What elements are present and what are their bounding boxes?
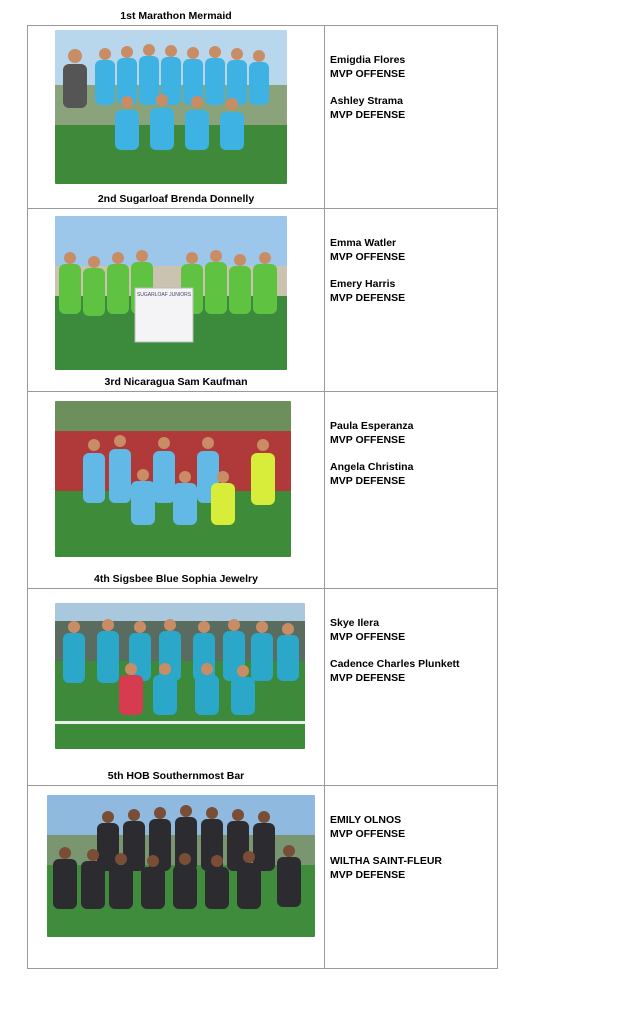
mvp-defense-name: Cadence Charles Plunkett xyxy=(330,658,460,670)
mvp-offense-name: Emigdia Flores xyxy=(330,54,406,66)
defense-award xyxy=(330,95,497,122)
banner-text: SUGARLOAF JUNIORS xyxy=(136,292,192,298)
team-photo xyxy=(55,401,291,557)
mvp-defense-name: Ashley Strama xyxy=(330,95,403,107)
results-table xyxy=(27,10,498,969)
mvp-defense-label: MVP DEFENSE xyxy=(330,108,406,121)
mvp-offense-label: MVP OFFENSE xyxy=(330,250,406,263)
team-photo-cell xyxy=(28,573,325,786)
team-photo xyxy=(55,216,287,370)
team-photo-cell xyxy=(28,193,325,392)
team-photo xyxy=(47,795,315,937)
defense-award xyxy=(330,461,497,488)
mvp-defense-label: MVP DEFENSE xyxy=(330,291,406,304)
offense-award xyxy=(330,237,497,264)
mvp-offense-label: MVP OFFENSE xyxy=(330,433,406,446)
defense-award xyxy=(330,855,497,882)
team-caption: 3rd Nicaragua Sam Kaufman xyxy=(104,376,248,388)
awards-cell xyxy=(325,392,498,589)
awards-cell xyxy=(325,589,498,786)
mvp-offense-name: Paula Esperanza xyxy=(330,420,414,432)
awards-cell xyxy=(325,26,498,209)
mvp-offense-name: EMILY OLNOS xyxy=(330,814,402,826)
team-row xyxy=(28,786,498,969)
mvp-defense-name: Emery Harris xyxy=(330,278,396,290)
team-photo xyxy=(55,603,305,749)
offense-award xyxy=(330,617,497,644)
team-photo-cell xyxy=(28,10,325,209)
mvp-offense-label: MVP OFFENSE xyxy=(330,67,406,80)
mvp-offense-label: MVP OFFENSE xyxy=(330,827,406,840)
awards-cell xyxy=(325,786,498,969)
team-row xyxy=(28,392,498,589)
defense-award xyxy=(330,278,497,305)
team-photo-cell xyxy=(28,770,325,969)
team-photo xyxy=(55,30,287,184)
mvp-offense-name: Skye Ilera xyxy=(330,617,380,629)
team-caption: 4th Sigsbee Blue Sophia Jewelry xyxy=(94,573,258,585)
team-photo-cell xyxy=(28,376,325,589)
offense-award xyxy=(330,814,497,841)
mvp-defense-label: MVP DEFENSE xyxy=(330,868,406,881)
defense-award xyxy=(330,658,497,685)
team-row xyxy=(28,589,498,786)
offense-award xyxy=(330,54,497,81)
mvp-defense-label: MVP DEFENSE xyxy=(330,474,406,487)
team-row xyxy=(28,209,498,392)
team-caption: 1st Marathon Mermaid xyxy=(120,10,232,22)
mvp-defense-label: MVP DEFENSE xyxy=(330,671,406,684)
mvp-offense-label: MVP OFFENSE xyxy=(330,630,406,643)
mvp-defense-name: Angela Christina xyxy=(330,461,414,473)
team-caption: 2nd Sugarloaf Brenda Donnelly xyxy=(97,193,255,205)
mvp-defense-name: WILTHA SAINT-FLEUR xyxy=(330,855,442,867)
team-row xyxy=(28,26,498,209)
awards-cell xyxy=(325,209,498,392)
team-caption: 5th HOB Southernmost Bar xyxy=(107,770,245,782)
mvp-offense-name: Emma Watler xyxy=(330,237,397,249)
offense-award xyxy=(330,420,497,447)
